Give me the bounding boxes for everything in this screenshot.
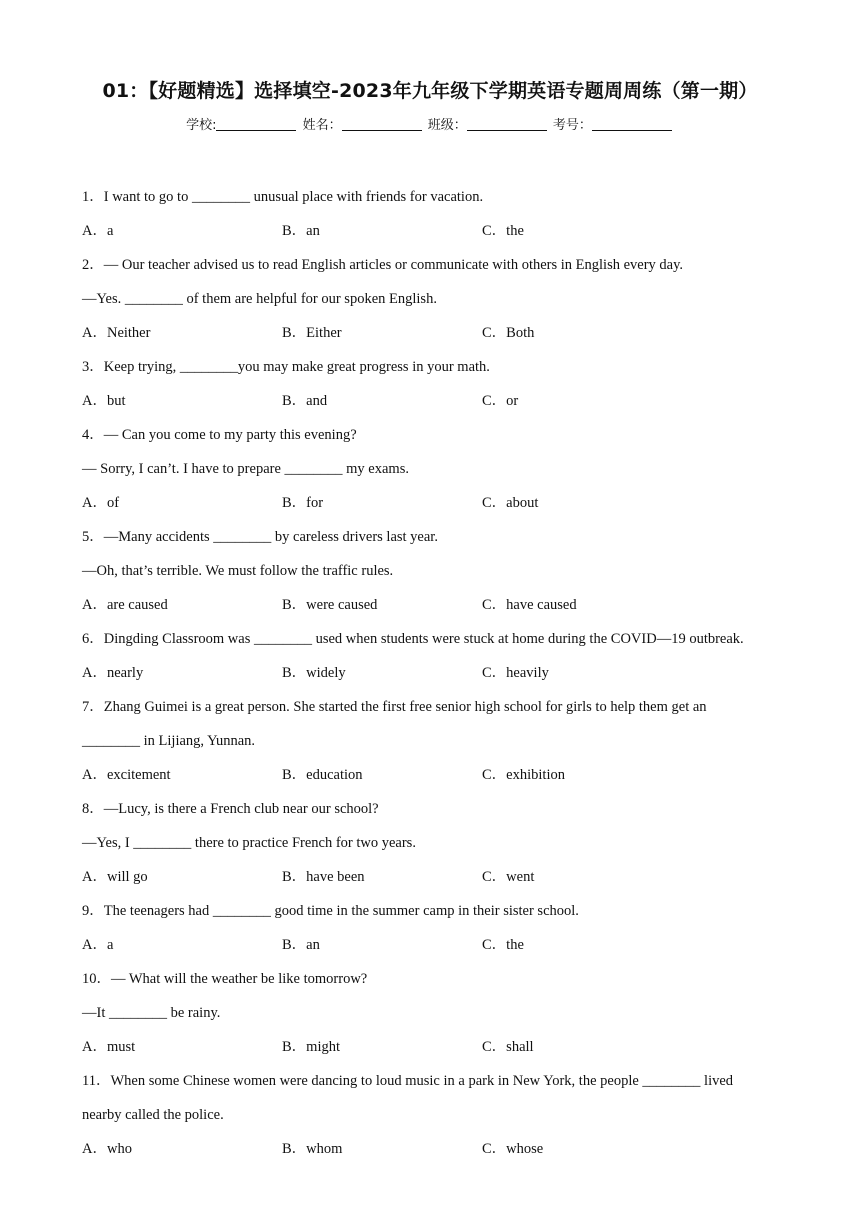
class-blank[interactable] xyxy=(467,116,547,131)
option-a[interactable]: A．of xyxy=(82,495,120,511)
question-1-options xyxy=(82,214,782,248)
option-c[interactable]: C．Both xyxy=(482,325,535,341)
question-list xyxy=(82,180,782,1166)
option-a[interactable]: A．Neither xyxy=(82,325,151,341)
option-c[interactable]: C．heavily xyxy=(482,665,549,681)
question-11-stem: 11．When some Chinese women were dancing to loud music in a park in New York, the people ________ lived xyxy=(82,1073,734,1089)
option-b[interactable]: B．an xyxy=(282,937,320,953)
option-b[interactable]: B．Either xyxy=(282,325,342,341)
question-3-stem: 3．Keep trying, ________you may make great progress in your math. xyxy=(82,359,490,375)
question-8-stem-line-2: —Yes, I ________ there to practice French for two years. xyxy=(82,835,416,851)
question-5-options xyxy=(82,588,782,622)
question-2-stem: 2．— Our teacher advised us to read English articles or communicate with others in English every day. xyxy=(82,257,684,273)
question-11-options xyxy=(82,1132,782,1166)
option-c[interactable]: C．shall xyxy=(482,1039,534,1055)
exam-number-blank[interactable] xyxy=(592,116,672,131)
question-10-options xyxy=(82,1030,782,1064)
option-b[interactable]: B．widely xyxy=(282,665,346,681)
option-a[interactable]: A．are caused xyxy=(82,597,168,613)
option-b[interactable]: B．might xyxy=(282,1039,341,1055)
option-b[interactable]: B．and xyxy=(282,393,328,409)
option-c[interactable]: C．whose xyxy=(482,1141,544,1157)
question-1-stem: 1．I want to go to ________ unusual place with friends for vacation. xyxy=(82,189,484,205)
class-label: 班级： xyxy=(427,118,467,133)
question-4-stem: 4．— Can you come to my party this evening? xyxy=(82,427,357,443)
option-c[interactable]: C．or xyxy=(482,393,519,409)
question-3-options xyxy=(82,384,782,418)
option-b[interactable]: B．have been xyxy=(282,869,365,885)
option-a[interactable]: A．a xyxy=(82,937,114,953)
option-b[interactable]: B．were caused xyxy=(282,597,378,613)
option-c[interactable]: C．have caused xyxy=(482,597,577,613)
option-c[interactable]: C．about xyxy=(482,495,539,511)
question-2-options xyxy=(82,316,782,350)
question-7-stem-line-2: ________ in Lijiang, Yunnan. xyxy=(82,733,256,749)
question-4-stem-line-2: — Sorry, I can’t. I have to prepare ________ my exams. xyxy=(82,461,409,477)
question-10-stem: 10．— What will the weather be like tomorrow? xyxy=(82,971,368,987)
question-9-options xyxy=(82,928,782,962)
question-6-stem: 6．Dingding Classroom was ________ used when students were stuck at home during the COVID—19 outbreak. xyxy=(82,631,744,647)
question-9-stem: 9．The teenagers had ________ good time in the summer camp in their sister school. xyxy=(82,903,579,919)
option-b[interactable]: B．for xyxy=(282,495,324,511)
question-7-options xyxy=(82,758,782,792)
name-blank[interactable] xyxy=(342,116,422,131)
question-5-stem-line-2: —Oh, that’s terrible. We must follow the traffic rules. xyxy=(82,563,394,579)
name-label: 姓名： xyxy=(302,118,342,133)
question-8-stem: 8．—Lucy, is there a French club near our school? xyxy=(82,801,379,817)
school-blank[interactable] xyxy=(216,116,296,131)
question-6-options xyxy=(82,656,782,690)
question-5-stem: 5．—Many accidents ________ by careless drivers last year. xyxy=(82,529,438,545)
question-11-stem-line-2: nearby called the police. xyxy=(82,1107,224,1123)
page-title: 01：【好题精选】选择填空-2023年九年级下学期英语专题周周练（第一期） xyxy=(102,80,758,102)
question-4-options xyxy=(82,486,782,520)
option-a[interactable]: A．excitement xyxy=(82,767,171,783)
option-c[interactable]: C．went xyxy=(482,869,535,885)
option-a[interactable]: A．but xyxy=(82,393,126,409)
option-a[interactable]: A．a xyxy=(82,223,114,239)
option-b[interactable]: B．an xyxy=(282,223,320,239)
option-a[interactable]: A．nearly xyxy=(82,665,144,681)
option-a[interactable]: A．will go xyxy=(82,869,148,885)
question-8-options xyxy=(82,860,782,894)
option-c[interactable]: C．exhibition xyxy=(482,767,565,783)
student-info-line xyxy=(0,114,860,133)
question-7-stem: 7．Zhang Guimei is a great person. She started the first free senior high school for girls to help them get an xyxy=(82,699,707,715)
question-10-stem-line-2: —It ________ be rainy. xyxy=(82,1005,221,1021)
option-b[interactable]: B．education xyxy=(282,767,363,783)
option-c[interactable]: C．the xyxy=(482,937,524,953)
question-2-stem-line-2: —Yes. ________ of them are helpful for our spoken English. xyxy=(82,291,437,307)
option-b[interactable]: B．whom xyxy=(282,1141,343,1157)
option-a[interactable]: A．must xyxy=(82,1039,136,1055)
exam-number-label: 考号： xyxy=(552,118,592,133)
school-label: 学校: xyxy=(186,118,217,133)
option-a[interactable]: A．who xyxy=(82,1141,132,1157)
option-c[interactable]: C．the xyxy=(482,223,524,239)
